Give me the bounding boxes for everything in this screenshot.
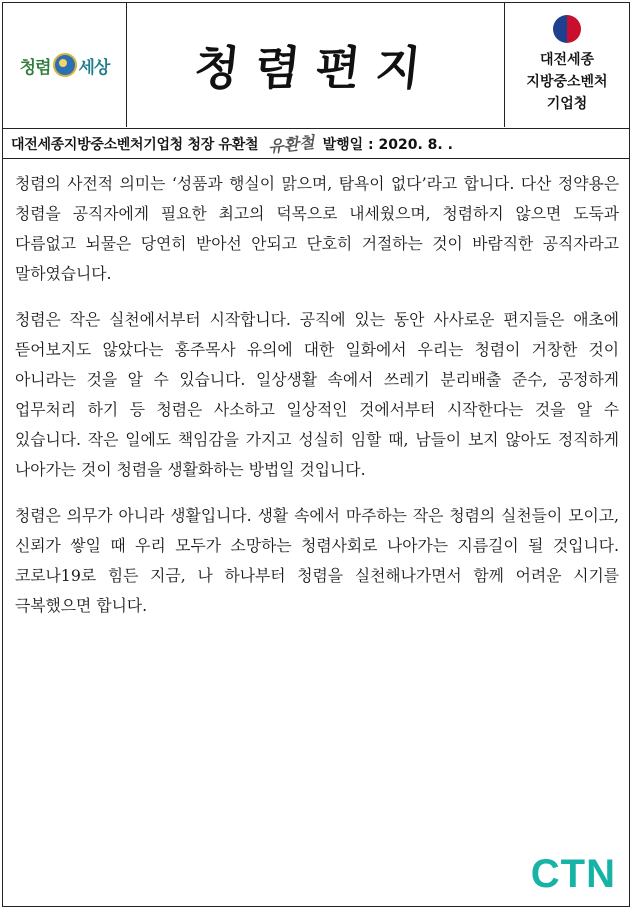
logo-text-left: 청렴	[19, 57, 51, 78]
issuer-name: 대전세종지방중소벤처기업청 청장 유환철	[11, 136, 259, 153]
body-paragraph: 청렴은 작은 실천에서부터 시작합니다. 공직에 있는 동안 사사로운 편지들은 애초에 뜯어보지도 않았다는 홍주목사 유의에 대한 일화에서 우리는 청렴이 거창한 것이 아니라는 것을 알 수 있습니다. 일상생활 속에서 쓰레기 분리배출 준수, 공정하게 업무처리 하기 등 청렴은 사소하고 일상적인 것에서부터 시작한다는 것을 알 수 있습니다. 작은 일에도 책임감을 가지고 성실히 임할 때, 남들이 보지 않아도 정직하게 나아가는 것이 청렴을 생활화하는 방법일 것입니다.	[15, 310, 619, 479]
body-paragraph: 청렴은 의무가 아니라 생활입니다. 생활 속에서 마주하는 작은 청렴의 실천들이 모이고, 신뢰가 쌓일 때 우리 모두가 소망하는 청렴사회로 나아가는 지름길이 될 것입니다. 코로나19로 힘든 지금, 나 하나부터 청렴을 실천해나가면서 함께 어려운 시기를 극복했으면 합니다.	[15, 506, 619, 615]
handwritten-signature: 유환철	[267, 132, 316, 157]
seal-icon	[53, 53, 77, 77]
letter-sheet	[2, 2, 630, 907]
letter-body	[15, 169, 619, 621]
integrity-world-logo	[20, 53, 110, 78]
logo-cell	[3, 3, 127, 127]
issue-date: 발행일 : 2020. 8. .	[322, 136, 453, 153]
logo-text-right: 세상	[78, 57, 110, 78]
organization-cell	[505, 3, 629, 127]
ctn-watermark: CTN	[530, 852, 616, 896]
org-name-line-1: 대전세종	[539, 52, 595, 68]
letter-title: 청렴편지	[191, 41, 439, 95]
title-cell	[127, 3, 505, 127]
government-emblem-icon	[553, 15, 581, 43]
letter-header	[3, 3, 629, 129]
issue-info-row	[3, 129, 629, 159]
org-name-line-2: 지방중소벤처	[526, 74, 608, 90]
org-name-line-3: 기업청	[546, 96, 588, 112]
body-paragraph: 청렴의 사전적 의미는 ‘성품과 행실이 맑으며, 탐욕이 없다’라고 합니다. 다산 정약용은 청렴을 공직자에게 필요한 최고의 덕목으로 내세웠으며, 청렴하지 않으면 도둑과 다름없고 뇌물은 당연히 받아선 안되고 단호히 거절하는 것이 바람직한 공직자라고 말하였습니다.	[15, 174, 619, 283]
